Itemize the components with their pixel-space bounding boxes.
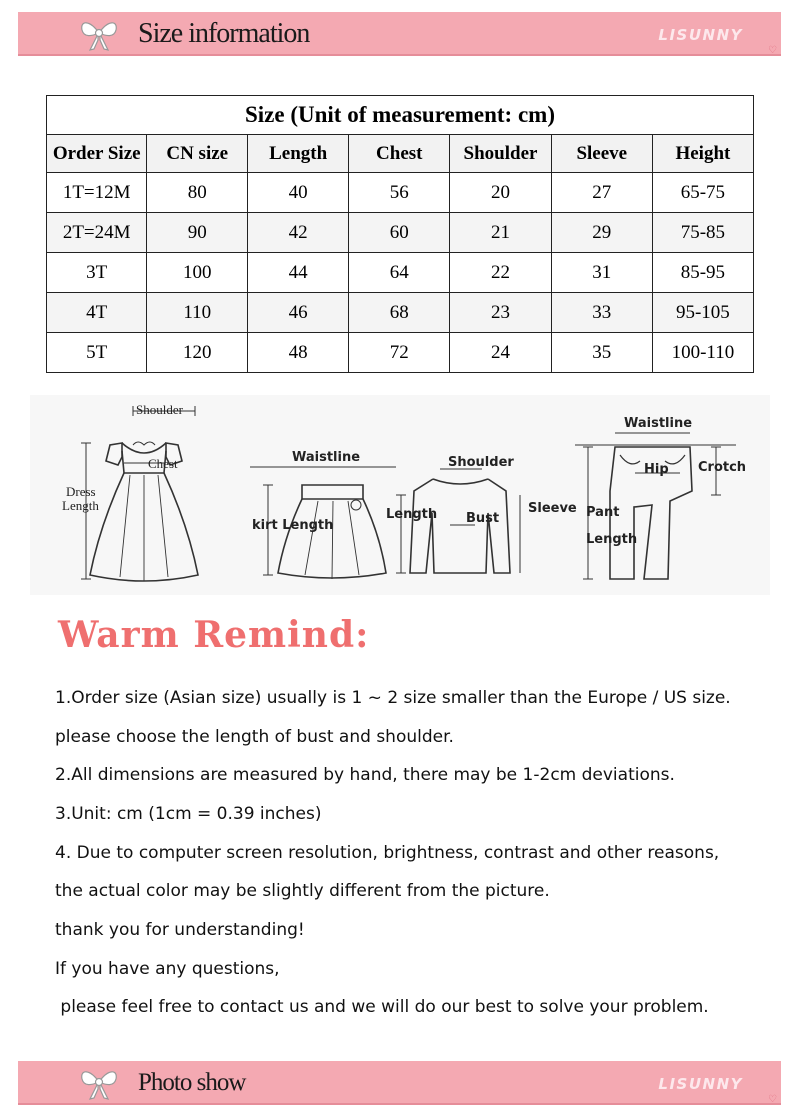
table-cell: 90 <box>147 213 248 253</box>
banner-title: Photo show <box>138 1069 246 1096</box>
table-cell: 64 <box>349 253 450 293</box>
table-cell: 100-110 <box>652 333 753 373</box>
brand-logo: LISUNNY <box>658 1075 743 1093</box>
table-cell: 42 <box>248 213 349 253</box>
table-cell: 65-75 <box>652 173 753 213</box>
table-title: Size (Unit of measurement: cm) <box>47 96 754 135</box>
column-header: Length <box>248 135 349 173</box>
measurement-diagram <box>30 395 770 595</box>
top-shoulder-label: Shoulder <box>448 455 514 470</box>
table-cell: 22 <box>450 253 551 293</box>
table-cell: 31 <box>551 253 652 293</box>
column-header: Order Size <box>47 135 147 173</box>
top-sleeve-label: Sleeve <box>528 501 577 516</box>
heart-icon: ♡ <box>768 1094 777 1105</box>
skirt-waistline-label: Waistline <box>292 450 361 465</box>
remind-line: 4. Due to computer screen resolution, brightness, contrast and other reasons, <box>55 843 720 863</box>
table-cell: 100 <box>147 253 248 293</box>
table-row <box>47 333 754 373</box>
top-length-label: Length <box>386 507 438 522</box>
remind-line: 3.Unit: cm (1cm = 0.39 inches) <box>55 804 322 824</box>
table-cell: 95-105 <box>652 293 753 333</box>
table-cell: 44 <box>248 253 349 293</box>
skirt-length-label: kirt Length <box>252 518 334 533</box>
table-row <box>47 213 754 253</box>
table-cell: 75-85 <box>652 213 753 253</box>
column-header: Chest <box>349 135 450 173</box>
dress-chest-label: Chest <box>148 456 178 471</box>
remind-line: 2.All dimensions are measured by hand, there may be 1-2cm deviations. <box>55 765 675 785</box>
remind-line: If you have any questions, <box>55 959 280 979</box>
dress-length-label-1: Dress <box>66 484 96 499</box>
table-cell: 56 <box>349 173 450 213</box>
column-header: CN size <box>147 135 248 173</box>
table-cell: 2T=24M <box>47 213 147 253</box>
bow-icon <box>76 1065 122 1103</box>
table-cell: 46 <box>248 293 349 333</box>
table-cell: 3T <box>47 253 147 293</box>
brand-logo: LISUNNY <box>658 26 743 44</box>
column-header: Height <box>652 135 753 173</box>
table-row <box>47 173 754 213</box>
dress-illustration <box>81 406 198 581</box>
table-cell: 80 <box>147 173 248 213</box>
table-header-row <box>47 135 754 173</box>
remind-line: the actual color may be slightly different from the picture. <box>55 881 550 901</box>
table-cell: 120 <box>147 333 248 373</box>
pants-crotch-label: Crotch <box>698 460 747 475</box>
table-cell: 40 <box>248 173 349 213</box>
remind-line: 1.Order size (Asian size) usually is 1 ~ 2 size smaller than the Europe / US size. <box>55 688 731 708</box>
table-row <box>47 293 754 333</box>
table-cell: 24 <box>450 333 551 373</box>
table-cell: 72 <box>349 333 450 373</box>
table-cell: 33 <box>551 293 652 333</box>
table-cell: 4T <box>47 293 147 333</box>
table-cell: 35 <box>551 333 652 373</box>
pants-pant-label: Pant <box>586 505 620 520</box>
photo-show-banner <box>18 1061 781 1105</box>
pants-length-label: Length <box>586 532 638 547</box>
table-cell: 29 <box>551 213 652 253</box>
column-header: Sleeve <box>551 135 652 173</box>
table-cell: 23 <box>450 293 551 333</box>
table-cell: 21 <box>450 213 551 253</box>
table-cell: 110 <box>147 293 248 333</box>
table-row <box>47 253 754 293</box>
dress-shoulder-label: Shoulder <box>136 402 183 417</box>
table-cell: 60 <box>349 213 450 253</box>
table-cell: 85-95 <box>652 253 753 293</box>
bow-icon <box>76 16 122 54</box>
table-cell: 48 <box>248 333 349 373</box>
pants-hip-label: Hip <box>644 462 669 477</box>
warm-remind-title: Warm Remind: <box>58 614 370 656</box>
table-cell: 27 <box>551 173 652 213</box>
dress-length-label-2: Length <box>62 498 99 513</box>
table-cell: 68 <box>349 293 450 333</box>
heart-icon: ♡ <box>768 45 777 56</box>
banner-title: Size information <box>138 18 310 49</box>
table-cell: 5T <box>47 333 147 373</box>
remind-line: thank you for understanding! <box>55 920 305 940</box>
size-information-banner <box>18 12 781 56</box>
table-cell: 1T=12M <box>47 173 147 213</box>
remind-line: please choose the length of bust and shoulder. <box>55 727 454 747</box>
top-bust-label: Bust <box>466 511 500 526</box>
remind-line: please feel free to contact us and we will do our best to solve your problem. <box>55 997 709 1017</box>
size-table <box>46 95 754 373</box>
column-header: Shoulder <box>450 135 551 173</box>
table-cell: 20 <box>450 173 551 213</box>
pants-waistline-label: Waistline <box>624 416 693 431</box>
